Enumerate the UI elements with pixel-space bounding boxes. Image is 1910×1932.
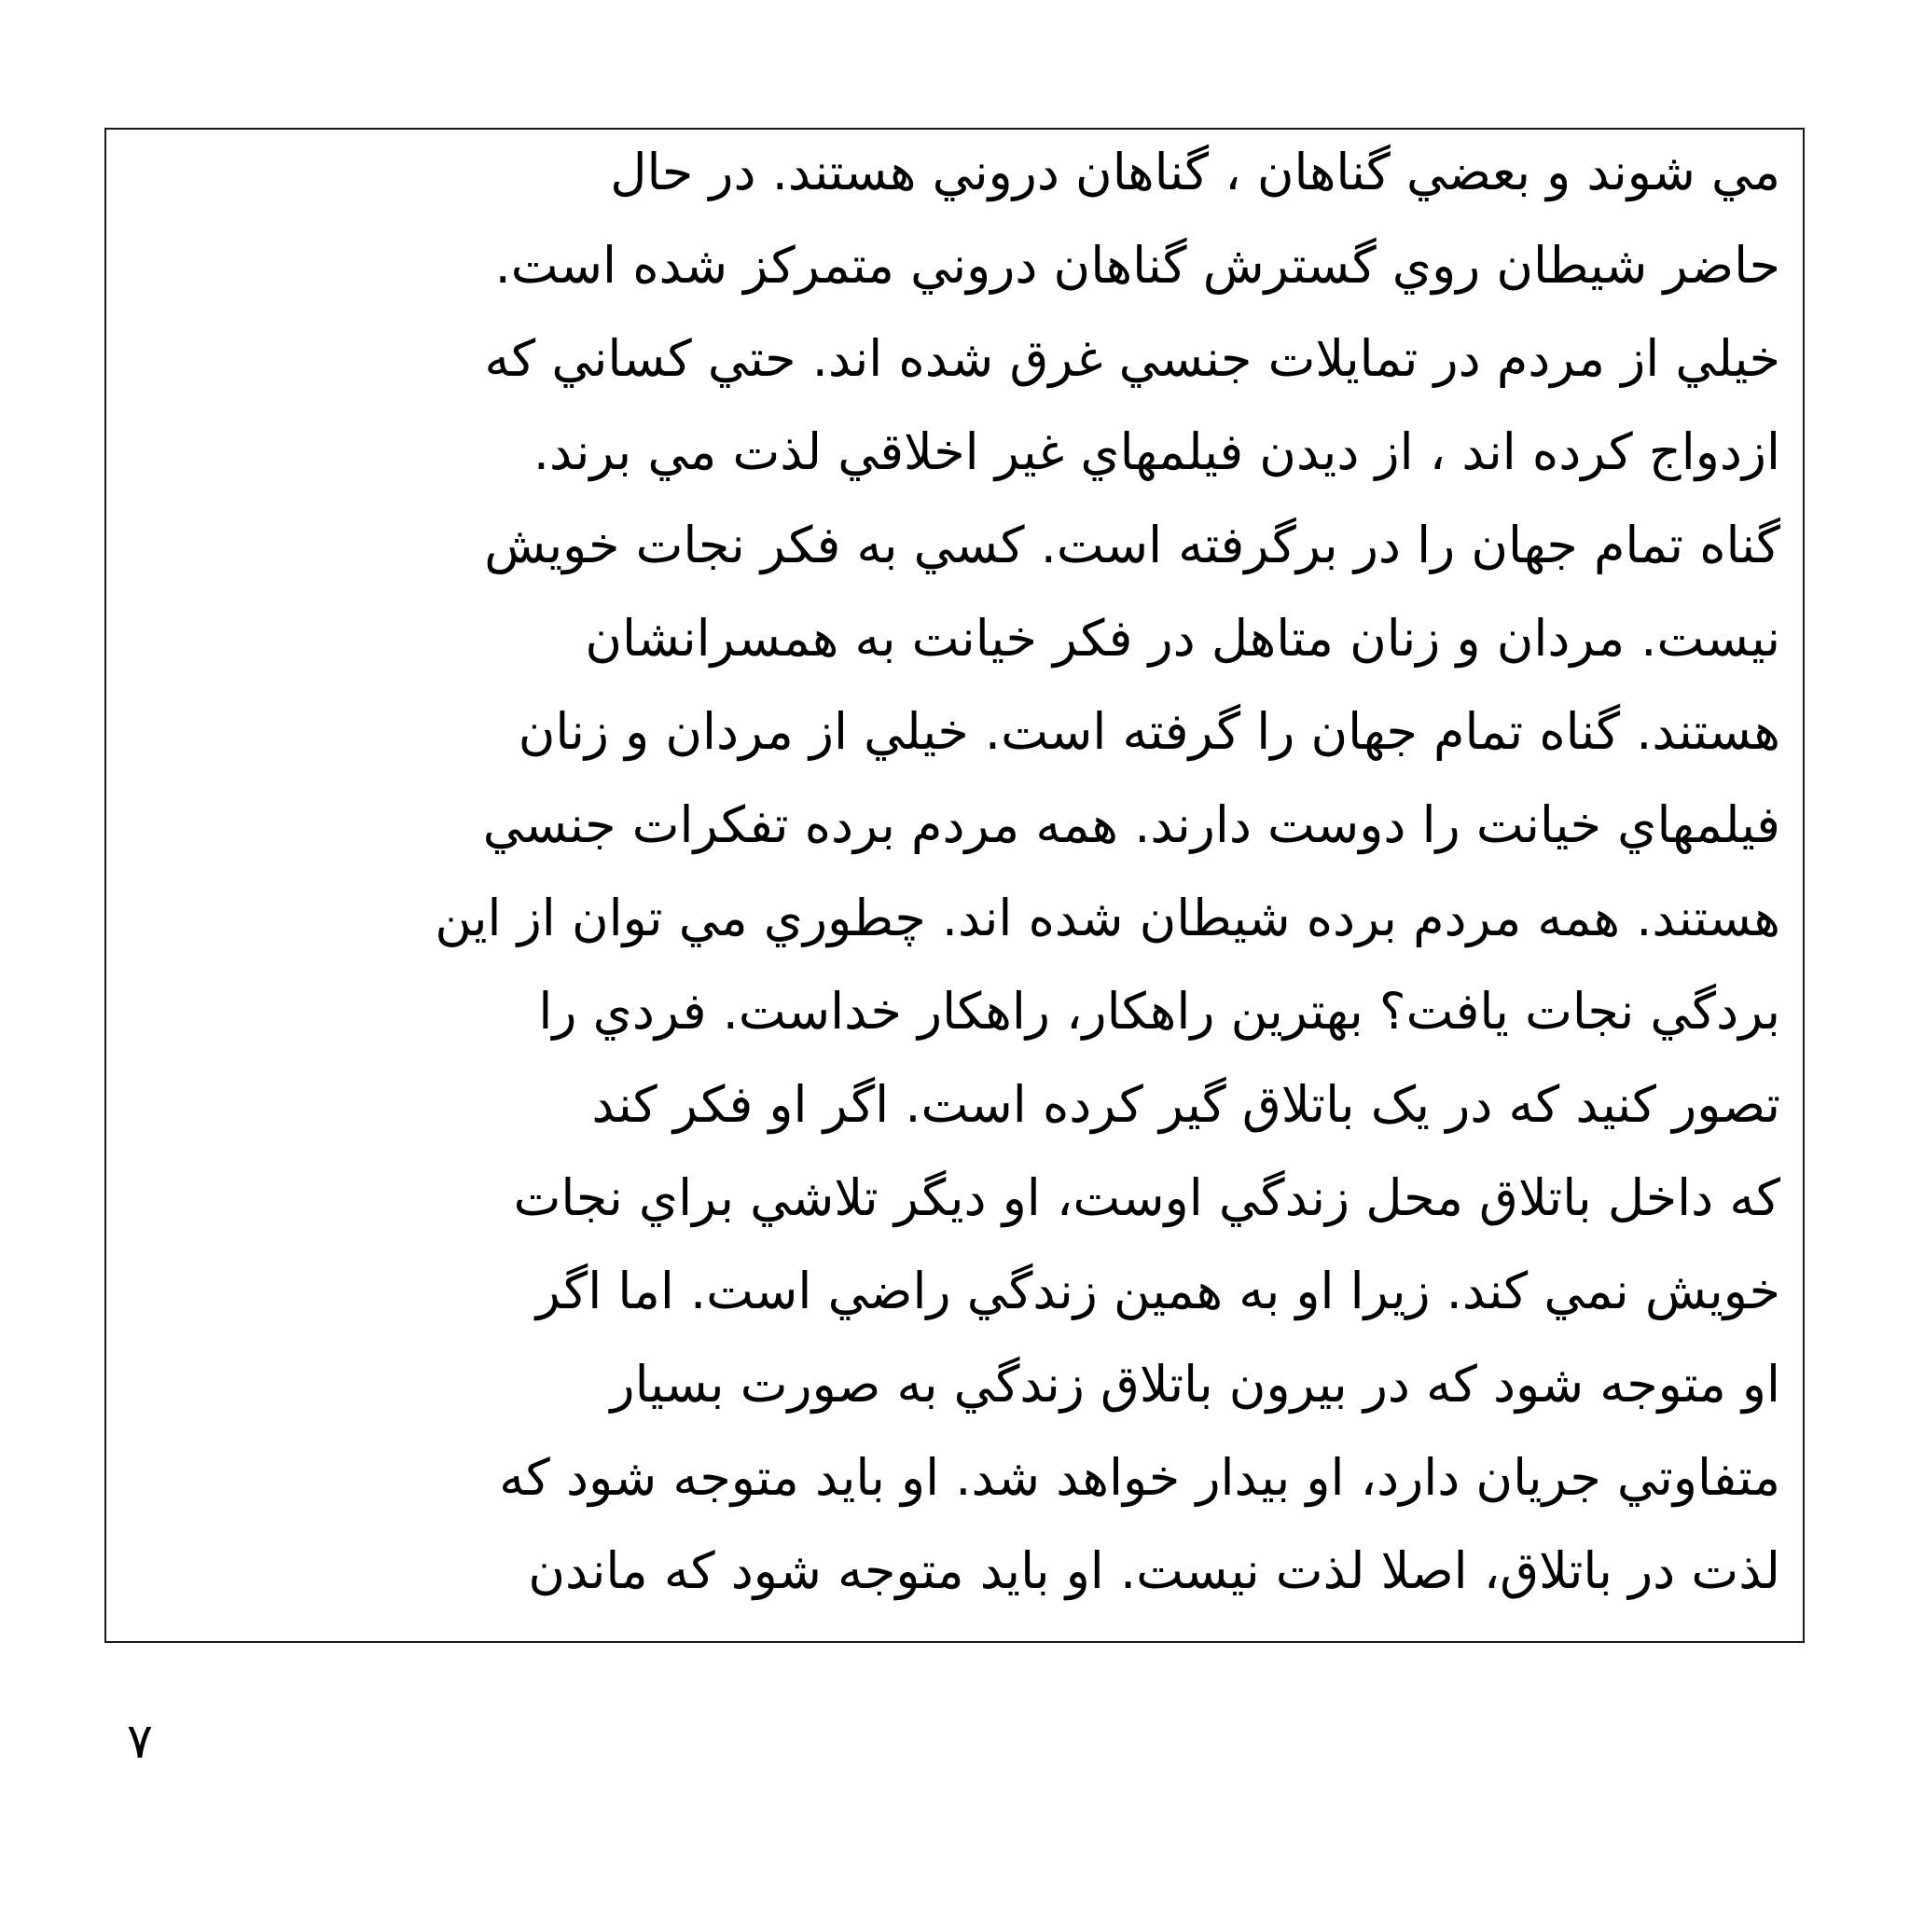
text-line-15: متفاوتي جريان دارد، او بيدار خواهد شد. او بايد متوجه شود كه	[499, 1448, 1780, 1507]
text-line-10: بردگي نجات يافت؟ بهترين راهكار، راهكار خداست. فردي را	[538, 982, 1780, 1041]
text-line-9: هستند. همه مردم برده شيطان شده اند. چطوري مي توان از اين	[435, 889, 1780, 947]
text-line-1: مي شوند و بعضي گناهان ، گناهان دروني هستند. در حال	[610, 143, 1780, 201]
text-line-12: كه داخل باتلاق محل زندگي اوست، او ديگر تلاشي براي نجات	[513, 1168, 1780, 1227]
text-line-11: تصور كنيد كه در يک باتلاق گير كرده است. اگر او فكر كند	[591, 1075, 1780, 1134]
text-line-14: او متوجه شود كه در بيرون باتلاق زندگي به صورت بسيار	[610, 1355, 1780, 1414]
text-line-16: لذت در باتلاق، اصلا لذت نيست. او بايد متوجه شود كه ماندن	[528, 1541, 1780, 1600]
text-line-3: خيلي از مردم در تمايلات جنسي غرق شده اند. حتي كساني كه	[484, 329, 1780, 388]
page-number: ۷	[127, 1714, 153, 1770]
text-line-6: نيست. مردان و زنان متاهل در فكر خيانت به همسرانشان	[585, 609, 1780, 668]
text-line-4: ازدواج كرده اند ، از ديدن فيلمهاي غير اخلاقي لذت مي برند.	[533, 422, 1780, 481]
text-line-13: خويش نمي كند. زيرا او به همين زندگي راضي است. اما اگر	[535, 1262, 1780, 1320]
text-frame	[104, 128, 1805, 1643]
text-line-8: فيلمهاي خيانت را دوست دارند. همه مردم برده تفكرات جنسي	[482, 795, 1780, 854]
text-line-7: هستند. گناه تمام جهان را گرفته است. خيلي از مردان و زنان	[518, 702, 1780, 761]
text-line-5: گناه تمام جهان را در برگرفته است. كسي به فكر نجات خويش	[484, 516, 1780, 574]
text-line-2: حاضر شيطان روي گسترش گناهان دروني متمركز شده است.	[494, 236, 1780, 295]
